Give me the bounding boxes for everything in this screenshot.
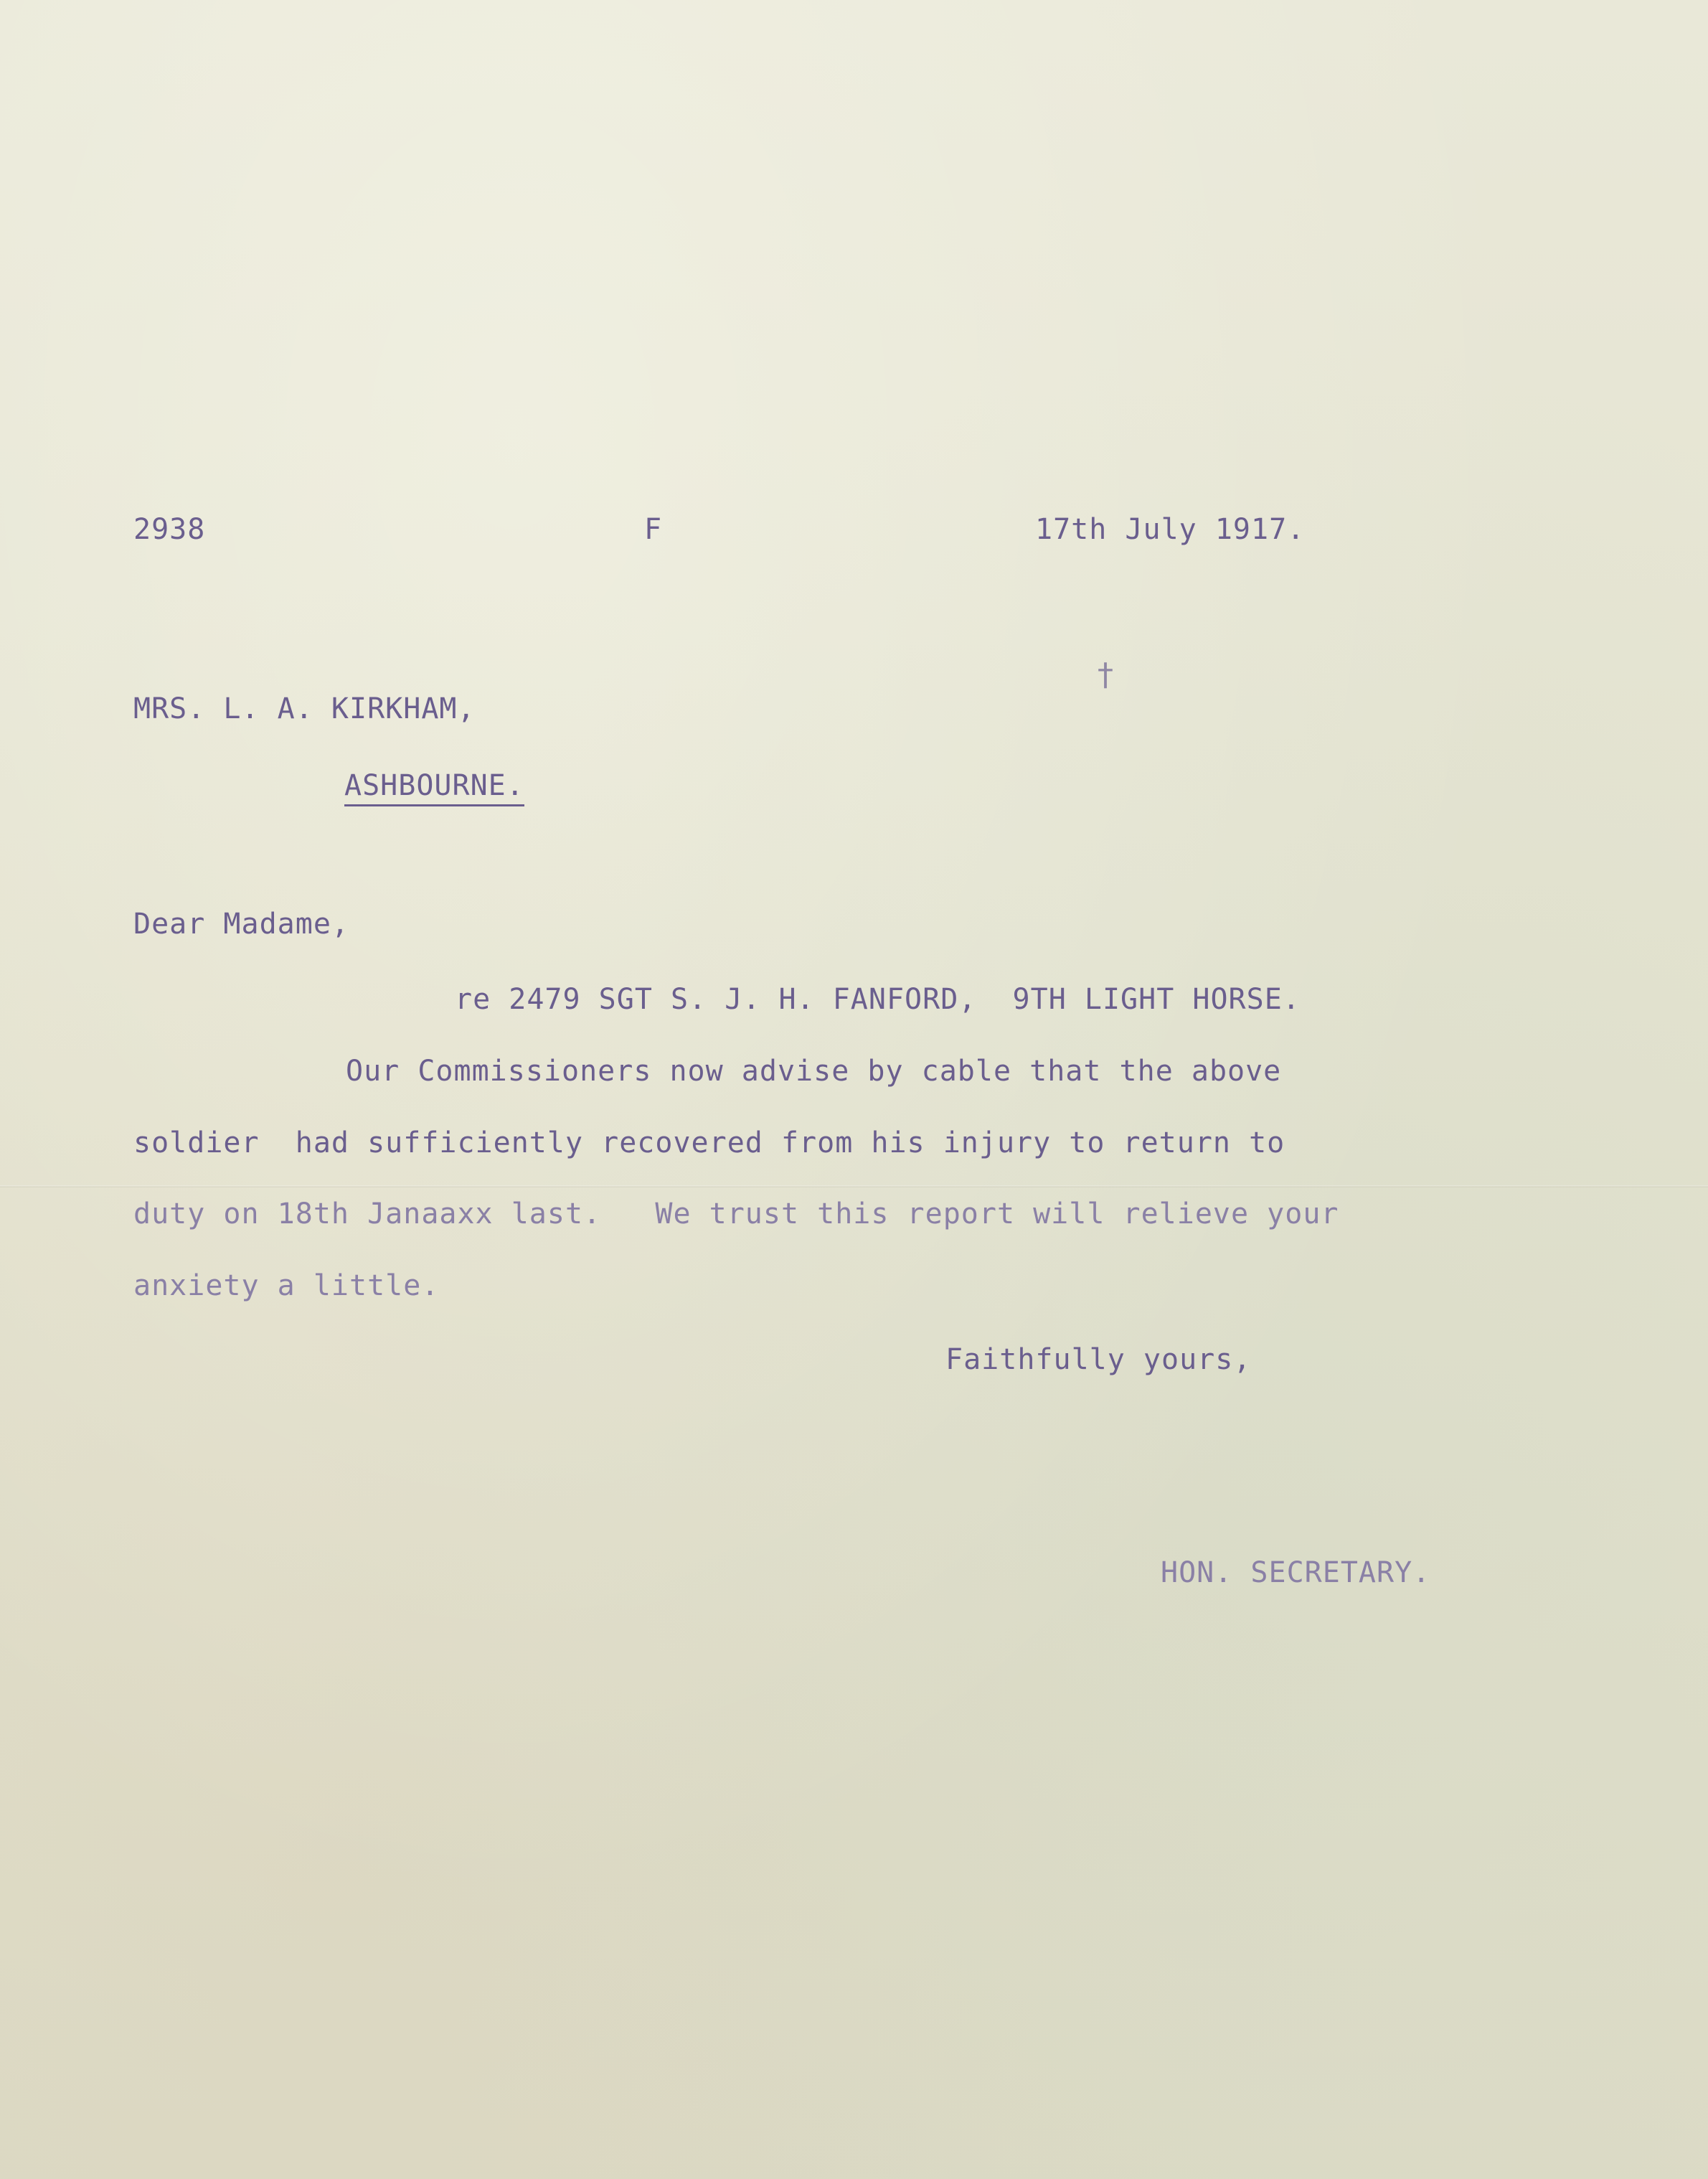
file-initial: F [644, 513, 663, 546]
body-line: soldier had sufficiently recovered from his injury to return to [133, 1126, 1285, 1159]
salutation: Dear Madame, [133, 908, 349, 941]
reference-number: 2938 [133, 513, 206, 546]
body-line: anxiety a little. [133, 1269, 440, 1302]
pencil-mark: † [1098, 656, 1113, 693]
subject-line: re 2479 SGT S. J. H. FANFORD, 9TH LIGHT HORSE. [455, 983, 1301, 1016]
paper-fold [0, 1185, 1708, 1187]
closing: Faithfully yours, [945, 1343, 1252, 1376]
body-line: Our Commissioners now advise by cable that the above [346, 1055, 1282, 1088]
signature: HON. SECRETARY. [1161, 1556, 1431, 1589]
addressee-place: ASHBOURNE. [344, 771, 524, 806]
addressee-name: MRS. L. A. KIRKHAM, [133, 692, 476, 725]
body-line: duty on 18th Janaaxx last. We trust this report will relieve your [133, 1197, 1339, 1230]
letter-date: 17th July 1917. [1035, 513, 1306, 546]
